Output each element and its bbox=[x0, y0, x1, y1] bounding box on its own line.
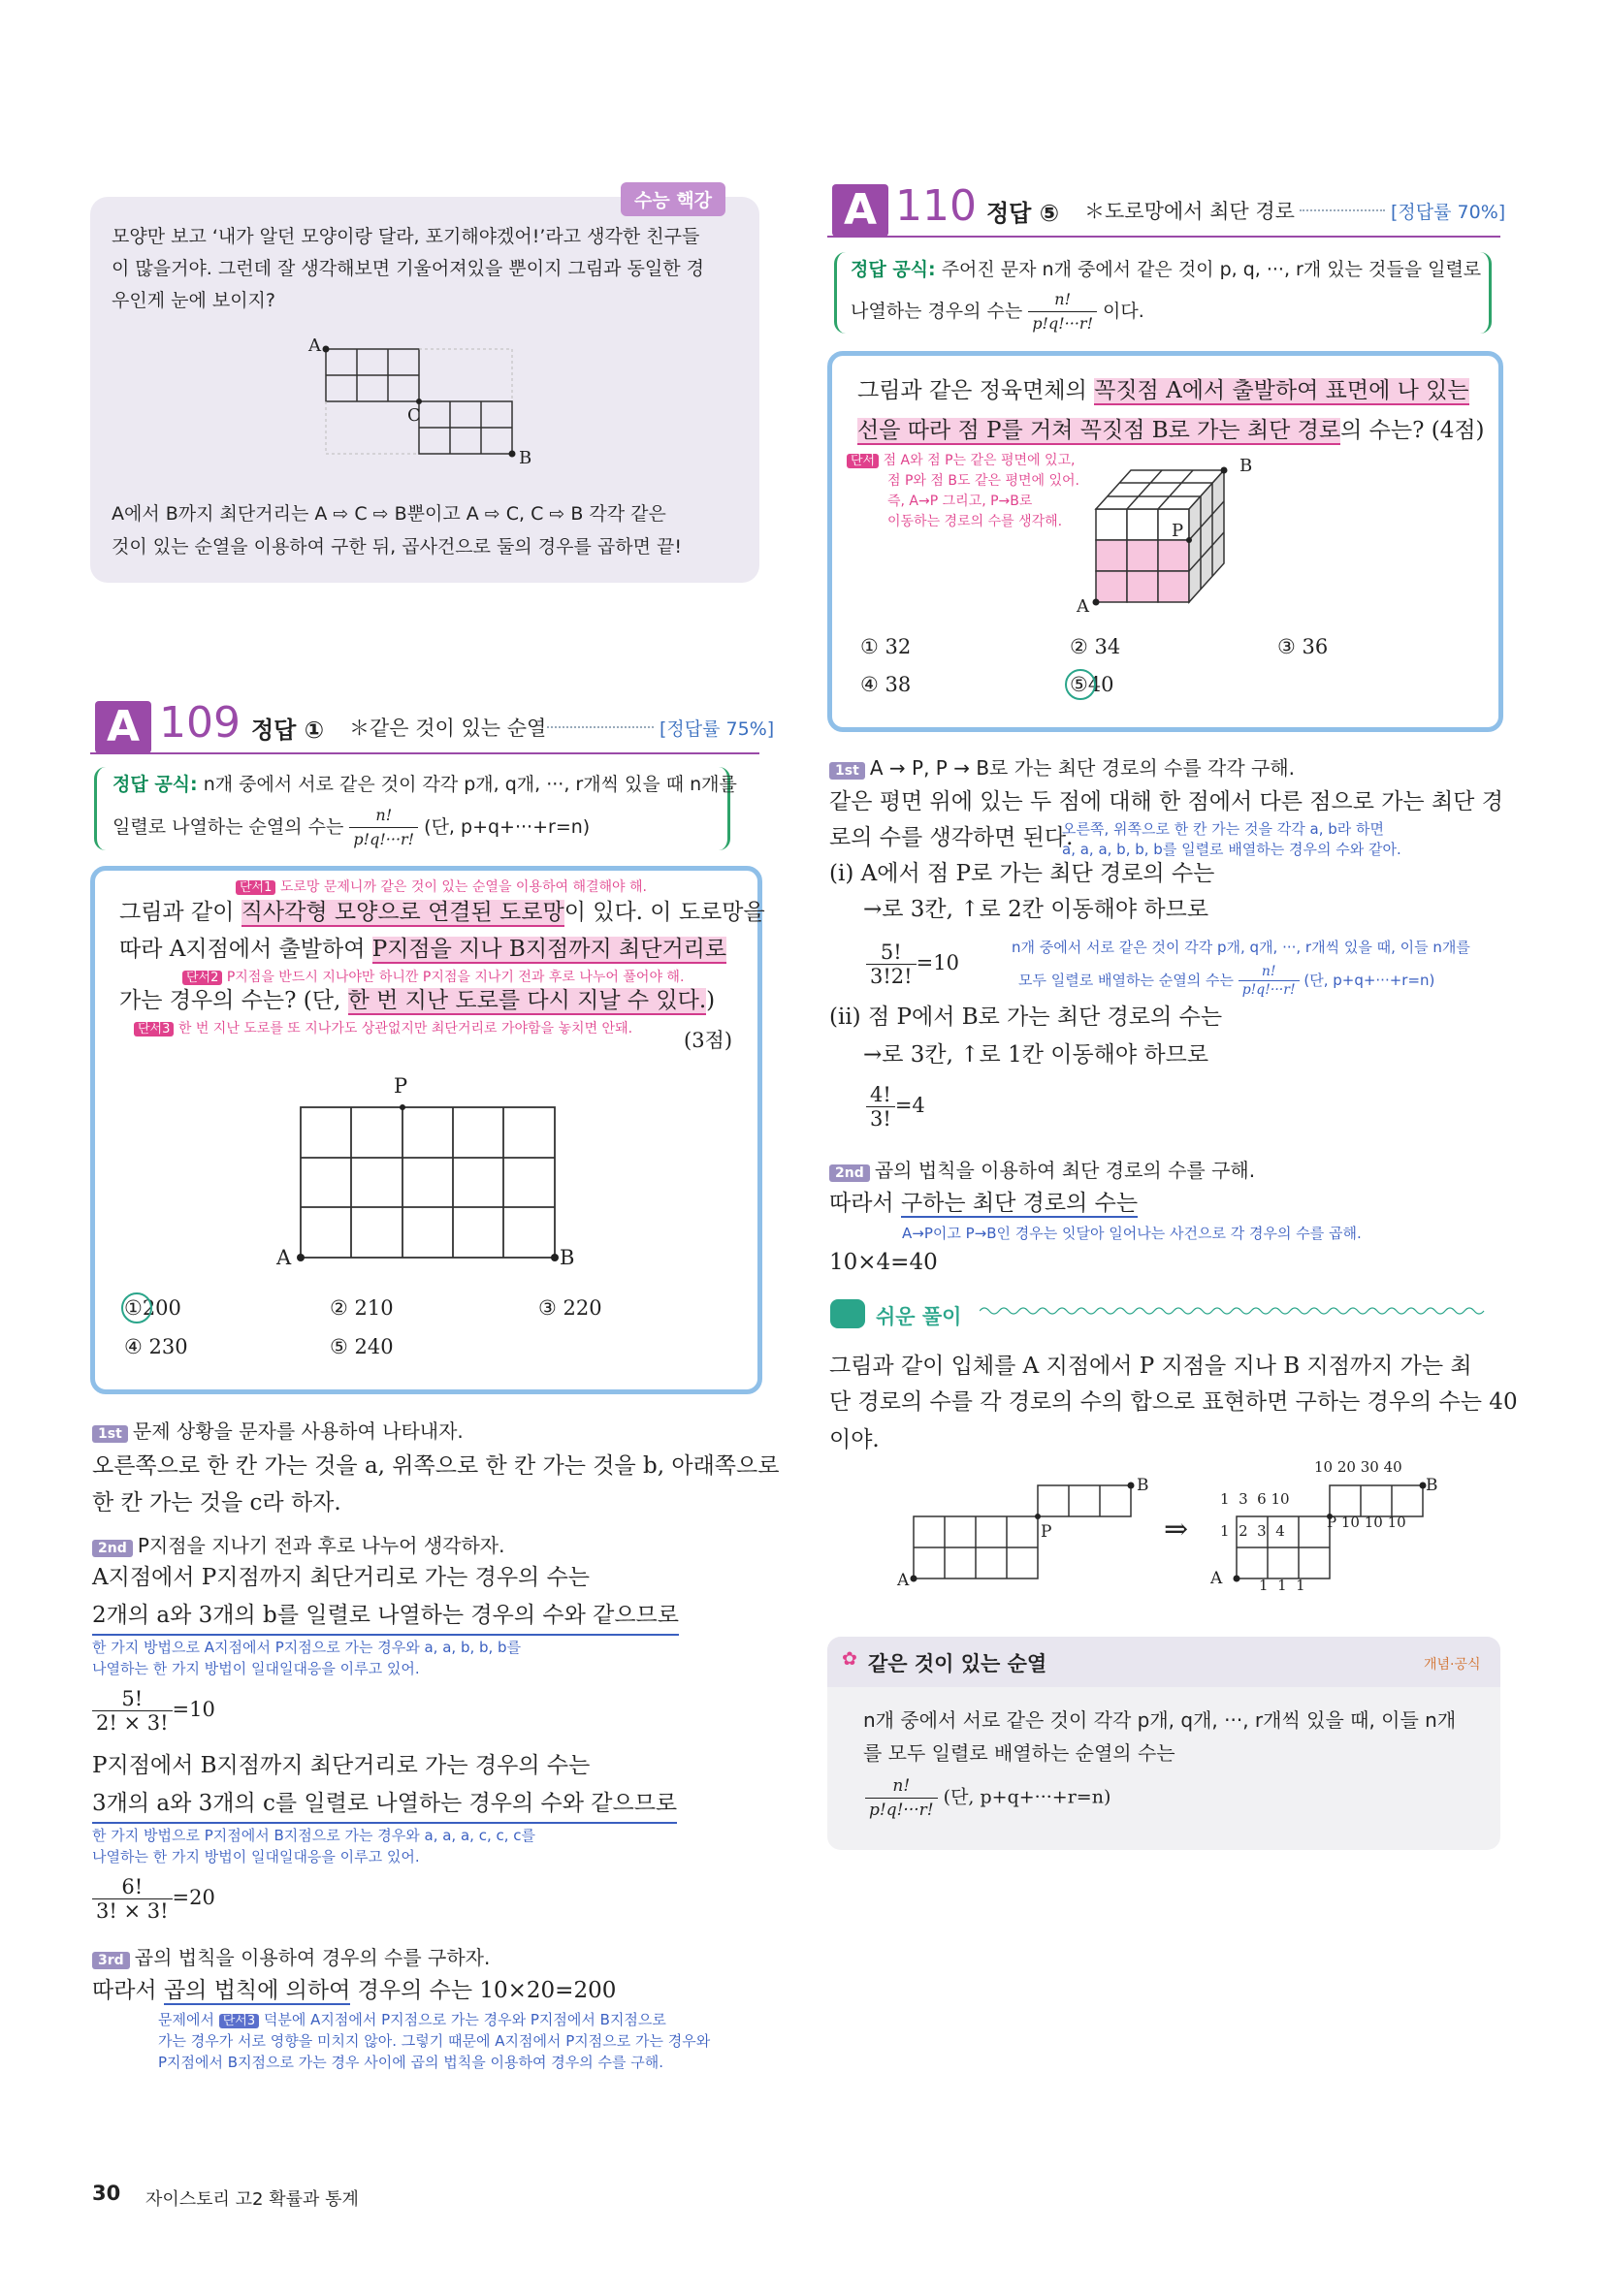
choice-109-1[interactable]: ①200 bbox=[124, 1296, 181, 1320]
easy-fig-label-a: A bbox=[897, 1571, 910, 1590]
text-underlined: 구하는 최단 경로의 수는 bbox=[900, 1191, 1139, 1216]
problem-110-topic: ＊도로망에서 최단 경로 bbox=[1084, 200, 1295, 223]
concept-text-1: n개 중에서 서로 같은 것이 각각 p개, q개, ···, r개씩 있을 때, 이들 n개 bbox=[863, 1708, 1457, 1732]
hint-text: 점 A와 점 P는 같은 평면에 있고, bbox=[883, 453, 1076, 468]
problem-110-level-badge: A bbox=[832, 184, 888, 237]
sol-110-case-2: (ⅱ) 점 P에서 B로 가는 최단 경로의 수는 bbox=[829, 1004, 1223, 1030]
problem-110-formula-title: 정답 공식: bbox=[851, 259, 936, 280]
step-text: P지점을 지나기 전과 후로 나누어 생각하자. bbox=[137, 1534, 505, 1557]
problem-109-answer: 정답 ① bbox=[251, 717, 325, 744]
choice-109-5[interactable]: ⑤ 240 bbox=[330, 1335, 394, 1358]
fraction-denominator: 3! × 3! bbox=[96, 1899, 169, 1923]
sol-109-line-3: A지점에서 P지점까지 최단거리로 가는 경우의 수는 bbox=[92, 1565, 591, 1590]
problem-110-formula-text-1: 주어진 문자 n개 중에서 같은 것이 p, q, ···, r개 있는 것들을 일렬로 bbox=[941, 259, 1482, 280]
problem-110-leader-dots bbox=[1300, 209, 1385, 211]
sol-109-note-7: P지점에서 B지점으로 가는 경우 사이에 곱의 법칙을 이용하여 경우의 수를 구해. bbox=[158, 2054, 663, 2071]
sol-109-line-5: P지점에서 B지점까지 최단거리로 가는 경우의 수는 bbox=[92, 1753, 591, 1778]
hint-text: 점 P와 점 B도 같은 평면에 있어. bbox=[887, 473, 1079, 489]
step-tag: 1st bbox=[92, 1425, 128, 1443]
concept-tag: 개념·공식 bbox=[1424, 1657, 1481, 1673]
text: 덕분에 A지점에서 P지점으로 가는 경우와 P지점에서 B지점으로 bbox=[259, 2011, 666, 2028]
text-underlined: 곱의 법칙에 의하여 bbox=[163, 1978, 351, 2003]
problem-109-formula-text-2b: (단, p+q+···+r=n) bbox=[424, 816, 591, 838]
problem-110-formula-line-2 bbox=[851, 288, 1144, 335]
choice-109-2[interactable]: ② 210 bbox=[330, 1296, 394, 1320]
problem-110-rate: [정답률 70%] bbox=[1391, 202, 1506, 223]
fraction-numerator: n! bbox=[865, 1774, 938, 1799]
text: 문제에서 bbox=[158, 2011, 219, 2028]
q-text: ) bbox=[706, 988, 716, 1013]
text: 경우의 수는 10×20=200 bbox=[350, 1978, 617, 2003]
tip-text-1: 모양만 보고 ‘내가 알던 모양이랑 달라, 포기해야겠어!’라고 생각한 친구들 bbox=[112, 226, 700, 247]
sol-109-note-5 bbox=[158, 2009, 666, 2032]
tip-label-c: C bbox=[407, 405, 421, 426]
fraction-numerator: n! bbox=[349, 804, 418, 828]
problem-109-formula-fraction bbox=[349, 804, 418, 851]
tip-text-2: 이 많을거야. 그런데 잘 생각해보면 기울어져있을 뿐이지 그림과 동일한 경 bbox=[112, 258, 705, 279]
fraction-denominator: p!q!···r! bbox=[1241, 982, 1296, 998]
easy-row-1-counts: 1 3 6 10 bbox=[1220, 1490, 1290, 1508]
q-text: 이 있다. 이 도로망을 bbox=[563, 900, 765, 925]
tip-text-3: 우인게 눈에 보이지? bbox=[112, 290, 275, 311]
fraction-denominator: 3! bbox=[870, 1107, 891, 1131]
problem-109-header-rule bbox=[90, 752, 759, 754]
step-text: 곱의 법칙을 이용하여 최단 경로의 수를 구해. bbox=[874, 1159, 1256, 1182]
problem-110-hint bbox=[847, 451, 1079, 532]
sol-109-fraction-2 bbox=[92, 1875, 215, 1923]
problem-110-formula-fraction bbox=[1028, 288, 1097, 335]
arrow-icon: ⇒ bbox=[1164, 1513, 1189, 1547]
problem-109-points: (3점) bbox=[684, 1029, 733, 1052]
tip-bottom-2: 것이 있는 순열을 이용하여 구한 뒤, 곱사건으로 둘의 경우를 곱하면 끝! bbox=[112, 536, 682, 558]
step-text: A → P, P → B로 가는 최단 경로의 수를 각각 구해. bbox=[869, 756, 1296, 780]
sol-110-case-1-move: →로 3칸, ↑로 2칸 이동해야 하므로 bbox=[863, 897, 1209, 922]
problem-110-question-line-2 bbox=[857, 412, 1485, 449]
easy-solution-icon bbox=[830, 1299, 865, 1328]
sol-110-note-4 bbox=[1018, 963, 1434, 999]
text: 따라서 bbox=[829, 1191, 901, 1216]
hint-2-tag: 단서2 bbox=[182, 971, 222, 985]
fraction-result: =4 bbox=[894, 1094, 925, 1117]
fraction-numerator: 6! bbox=[92, 1875, 173, 1899]
problem-109-formula-line-2 bbox=[113, 804, 590, 851]
step-tag: 2nd bbox=[829, 1164, 870, 1182]
q-highlight: 선을 따라 점 P를 거쳐 꼭짓점 B로 가는 최단 경로 bbox=[857, 418, 1341, 443]
concept-text-2: 를 모두 일렬로 배열하는 순열의 수는 bbox=[863, 1741, 1175, 1765]
q-highlight: P지점을 지나 B지점까지 최단거리로 bbox=[371, 937, 727, 962]
choice-110-5[interactable]: ⑤40 bbox=[1070, 673, 1114, 696]
road-label-p: P bbox=[394, 1074, 408, 1098]
sol-110-line-1: 같은 평면 위에 있는 두 점에 대해 한 점에서 다른 점으로 가는 최단 경 bbox=[829, 789, 1503, 814]
tip-label-a: A bbox=[308, 335, 321, 356]
sol-110-note-5: A→P이고 P→B인 경우는 잇달아 일어나는 사건으로 각 경우의 수를 곱해. bbox=[902, 1225, 1362, 1242]
problem-110-formula-line-1 bbox=[851, 252, 1481, 287]
step-tag: 2nd bbox=[92, 1540, 133, 1557]
problem-109-hint-1 bbox=[236, 877, 647, 896]
problem-110-formula-text-2a: 나열하는 경우의 수는 bbox=[851, 301, 1023, 322]
q-text: 따라 A지점에서 출발하여 bbox=[119, 937, 372, 962]
cube-label-p: P bbox=[1172, 521, 1184, 541]
easy-line-2: 단 경로의 수를 각 경로의 수의 합으로 표현하면 구하는 경우의 수는 40 bbox=[829, 1389, 1518, 1415]
problem-109-leader-dots bbox=[547, 726, 654, 728]
sol-109-note-4: 나열하는 한 가지 방법이 일대일대응을 이루고 있어. bbox=[92, 1848, 420, 1866]
q-highlight: 꼭짓점 A에서 출발하여 표면에 나 있는 bbox=[1094, 378, 1469, 403]
sol-109-step-3 bbox=[92, 1942, 490, 1970]
q-text: 그림과 같은 정육면체의 bbox=[857, 378, 1095, 403]
problem-110-formula-text-2b: 이다. bbox=[1103, 301, 1144, 322]
problem-109-formula-title: 정답 공식: bbox=[113, 774, 198, 795]
problem-110-answer: 정답 ⑤ bbox=[986, 200, 1060, 227]
easy-fig-label-p: P bbox=[1041, 1522, 1052, 1542]
choice-110-4[interactable]: ④ 38 bbox=[860, 673, 912, 696]
problem-109-question-line-1 bbox=[119, 894, 765, 931]
step-tag: 3rd bbox=[92, 1952, 130, 1969]
easy-top-counts: 10 20 30 40 bbox=[1314, 1458, 1402, 1476]
problem-109-hint-3 bbox=[134, 1018, 632, 1037]
fraction-numerator: 4! bbox=[866, 1083, 895, 1107]
sol-109-line-6: 3개의 a와 3개의 c를 일렬로 나열하는 경우의 수와 같으므로 bbox=[92, 1785, 677, 1824]
hint-tag: 단서3 bbox=[219, 2014, 259, 2028]
hint-1-text: 도로망 문제니까 같은 것이 있는 순열을 이용하여 해결해야 해. bbox=[279, 879, 647, 895]
answer-circle-mark bbox=[1065, 669, 1096, 700]
cube-label-b: B bbox=[1239, 456, 1253, 476]
sol-110-line-4: 10×4=40 bbox=[829, 1250, 938, 1275]
sol-110-fraction-2 bbox=[866, 1083, 925, 1131]
easy-line-1: 그림과 같이 입체를 A 지점에서 P 지점을 지나 B 지점까지 가는 최 bbox=[829, 1354, 1472, 1379]
easy-line-3: 이야. bbox=[829, 1427, 880, 1452]
sol-110-note-1: 오른쪽, 위쪽으로 한 칸 가는 것을 각각 a, b라 하면 bbox=[1062, 820, 1384, 838]
easy-counted-label-b: B bbox=[1426, 1476, 1438, 1495]
problem-109-rate: [정답률 75%] bbox=[660, 718, 775, 740]
q-highlight: 한 번 지난 도로를 다시 지날 수 있다. bbox=[347, 988, 707, 1013]
q-text: 그림과 같이 bbox=[119, 900, 241, 925]
sol-109-line-7 bbox=[92, 1972, 616, 2009]
problem-110-cube-figure bbox=[1077, 456, 1251, 621]
hint-3-text: 한 번 지난 도로를 또 지나가도 상관없지만 최단거리로 가야함을 놓치면 안돼. bbox=[177, 1021, 633, 1036]
book-title: 자이스토리 고2 확률과 통계 bbox=[145, 2189, 359, 2210]
sol-109-line-2: 한 칸 가는 것을 c라 하자. bbox=[92, 1490, 341, 1515]
hint-text: 즉, A→P 그리고, P→B로 bbox=[887, 494, 1033, 509]
problem-109-formula-line-1 bbox=[113, 767, 737, 802]
concept-title: 같은 것이 있는 순열 bbox=[868, 1652, 1047, 1675]
fraction-denominator: p!q!···r! bbox=[353, 830, 415, 848]
sol-110-note-2: a, a, a, b, b, b를 일렬로 배열하는 경우의 수와 같아. bbox=[1062, 841, 1401, 858]
problem-110-number: 110 bbox=[895, 181, 977, 231]
easy-p-row-counts: P 10 10 10 bbox=[1327, 1514, 1406, 1531]
step-tag: 1st bbox=[829, 762, 865, 780]
sol-109-line-1: 오른쪽으로 한 칸 가는 것을 a, 위쪽으로 한 칸 가는 것을 b, 아래쪽으로 bbox=[92, 1453, 780, 1479]
sol-109-note-2: 나열하는 한 가지 방법이 일대일대응을 이루고 있어. bbox=[92, 1660, 420, 1677]
problem-110-header-rule bbox=[827, 236, 1500, 238]
choice-110-2[interactable]: ② 34 bbox=[1070, 635, 1121, 658]
tip-bottom-1: A에서 B까지 최단거리는 A ⇨ C ⇨ B뿐이고 A ⇨ C, C ⇨ B 각각 같은 bbox=[112, 503, 666, 525]
easy-fig-label-b: B bbox=[1137, 1476, 1149, 1495]
hint-tag: 단서 bbox=[847, 454, 879, 468]
problem-109-question-line-3 bbox=[119, 982, 715, 1019]
choice-110-1[interactable]: ① 32 bbox=[860, 635, 912, 658]
sol-110-line-3 bbox=[829, 1185, 1138, 1222]
step-text: 곱의 법칙을 이용하여 경우의 수를 구하자. bbox=[134, 1946, 491, 1969]
choice-109-4[interactable]: ④ 230 bbox=[124, 1335, 188, 1358]
hint-1-tag: 단서1 bbox=[236, 880, 275, 895]
flower-icon: ✿ bbox=[842, 1648, 857, 1670]
fraction-denominator: 3!2! bbox=[870, 965, 913, 988]
answer-circle-mark bbox=[121, 1292, 152, 1323]
fraction-numerator: 5! bbox=[866, 941, 917, 965]
sol-110-step-2 bbox=[829, 1155, 1255, 1183]
sol-109-step-2 bbox=[92, 1530, 504, 1558]
sol-109-note-3: 한 가지 방법으로 P지점에서 B지점으로 가는 경우와 a, a, a, c, c, c를 bbox=[92, 1827, 536, 1844]
easy-unfolded-grid bbox=[897, 1474, 1149, 1590]
fraction-numerator: 5! bbox=[92, 1687, 173, 1711]
tip-badge: 수능 핵강 bbox=[621, 182, 725, 216]
easy-solution-title: 쉬운 풀이 bbox=[876, 1305, 962, 1328]
step-text: 문제 상황을 문자를 사용하여 나타내자. bbox=[132, 1419, 464, 1443]
problem-110-question-line-1 bbox=[857, 372, 1469, 409]
text: 모두 일렬로 배열하는 순열의 수는 bbox=[1018, 972, 1234, 989]
sol-110-step-1 bbox=[829, 752, 1295, 781]
fraction-denominator: 2! × 3! bbox=[96, 1711, 169, 1735]
text: 따라서 bbox=[92, 1978, 164, 2003]
sol-110-note-3: n개 중에서 서로 같은 것이 각각 p개, q개, ···, r개씩 있을 때, 이들 n개를 bbox=[1012, 939, 1470, 956]
choice-109-3[interactable]: ③ 220 bbox=[538, 1296, 602, 1320]
concept-formula bbox=[865, 1774, 1110, 1822]
problem-109-question-line-2 bbox=[119, 931, 726, 968]
choice-110-3[interactable]: ③ 36 bbox=[1277, 635, 1329, 658]
easy-counted-label-a: A bbox=[1210, 1569, 1223, 1588]
road-label-b: B bbox=[560, 1246, 575, 1269]
text: (단, p+q+···+r=n) bbox=[1303, 972, 1435, 989]
hint-3-tag: 단서3 bbox=[134, 1022, 174, 1036]
fraction-result: =20 bbox=[172, 1886, 215, 1909]
sol-109-fraction-1 bbox=[92, 1687, 215, 1735]
fraction-numerator: n! bbox=[1239, 963, 1300, 981]
problem-109-formula-text-1: n개 중에서 서로 같은 것이 각각 p개, q개, ···, r개씩 있을 때 n개를 bbox=[203, 774, 737, 795]
road-label-a: A bbox=[276, 1246, 292, 1269]
easy-bottom-counts: 1 1 1 bbox=[1259, 1577, 1305, 1594]
fraction-numerator: n! bbox=[1028, 288, 1097, 312]
page-number: 30 bbox=[92, 2182, 121, 2205]
sol-110-case-1: (ⅰ) A에서 점 P로 가는 최단 경로의 수는 bbox=[829, 861, 1215, 886]
fraction-denominator: p!q!···r! bbox=[1032, 314, 1093, 333]
sol-109-line-4: 2개의 a와 3개의 b를 일렬로 나열하는 경우의 수와 같으므로 bbox=[92, 1597, 679, 1636]
sol-109-note-6: 가는 경우가 서로 영향을 미치지 않아. 그렇기 때문에 A지점에서 P지점으로 가는 경우와 bbox=[158, 2032, 711, 2050]
sol-110-case-2-move: →로 3칸, ↑로 1칸 이동해야 하므로 bbox=[863, 1042, 1209, 1068]
sol-110-line-2: 로의 수를 생각하면 된다. bbox=[829, 825, 1074, 850]
tip-label-b: B bbox=[519, 448, 532, 468]
sol-109-note-1: 한 가지 방법으로 A지점에서 P지점으로 가는 경우와 a, a, b, b, b를 bbox=[92, 1639, 522, 1656]
problem-109-topic: ＊같은 것이 있는 순열 bbox=[349, 717, 547, 740]
sol-109-step-1 bbox=[92, 1416, 464, 1444]
fraction-result: =10 bbox=[916, 951, 959, 974]
problem-109-number: 109 bbox=[159, 698, 241, 748]
q-text: 의 수는? (4점) bbox=[1340, 418, 1485, 443]
q-highlight: 직사각형 모양으로 연결된 도로망 bbox=[241, 900, 564, 925]
fraction-result: =10 bbox=[172, 1698, 215, 1721]
concept-condition: (단, p+q+···+r=n) bbox=[943, 1786, 1111, 1808]
fraction-denominator: p!q!···r! bbox=[869, 1801, 934, 1820]
hint-text: 이동하는 경로의 수를 생각해. bbox=[887, 514, 1063, 529]
problem-109-formula-text-2a: 일렬로 나열하는 순열의 수는 bbox=[113, 816, 344, 838]
hint-2-text: P지점을 반드시 지나야만 하니깐 P지점을 지나기 전과 후로 나누어 풀어야 해. bbox=[226, 970, 685, 985]
problem-109-road-network bbox=[281, 1094, 575, 1269]
q-text: 가는 경우의 수는? (단, bbox=[119, 988, 348, 1013]
sol-110-fraction-1 bbox=[866, 941, 959, 988]
easy-row-2-counts: 1 2 3 4 bbox=[1220, 1522, 1285, 1540]
wavy-divider bbox=[980, 1299, 1503, 1323]
cube-label-a: A bbox=[1077, 596, 1089, 617]
problem-109-level-badge: A bbox=[95, 701, 151, 753]
